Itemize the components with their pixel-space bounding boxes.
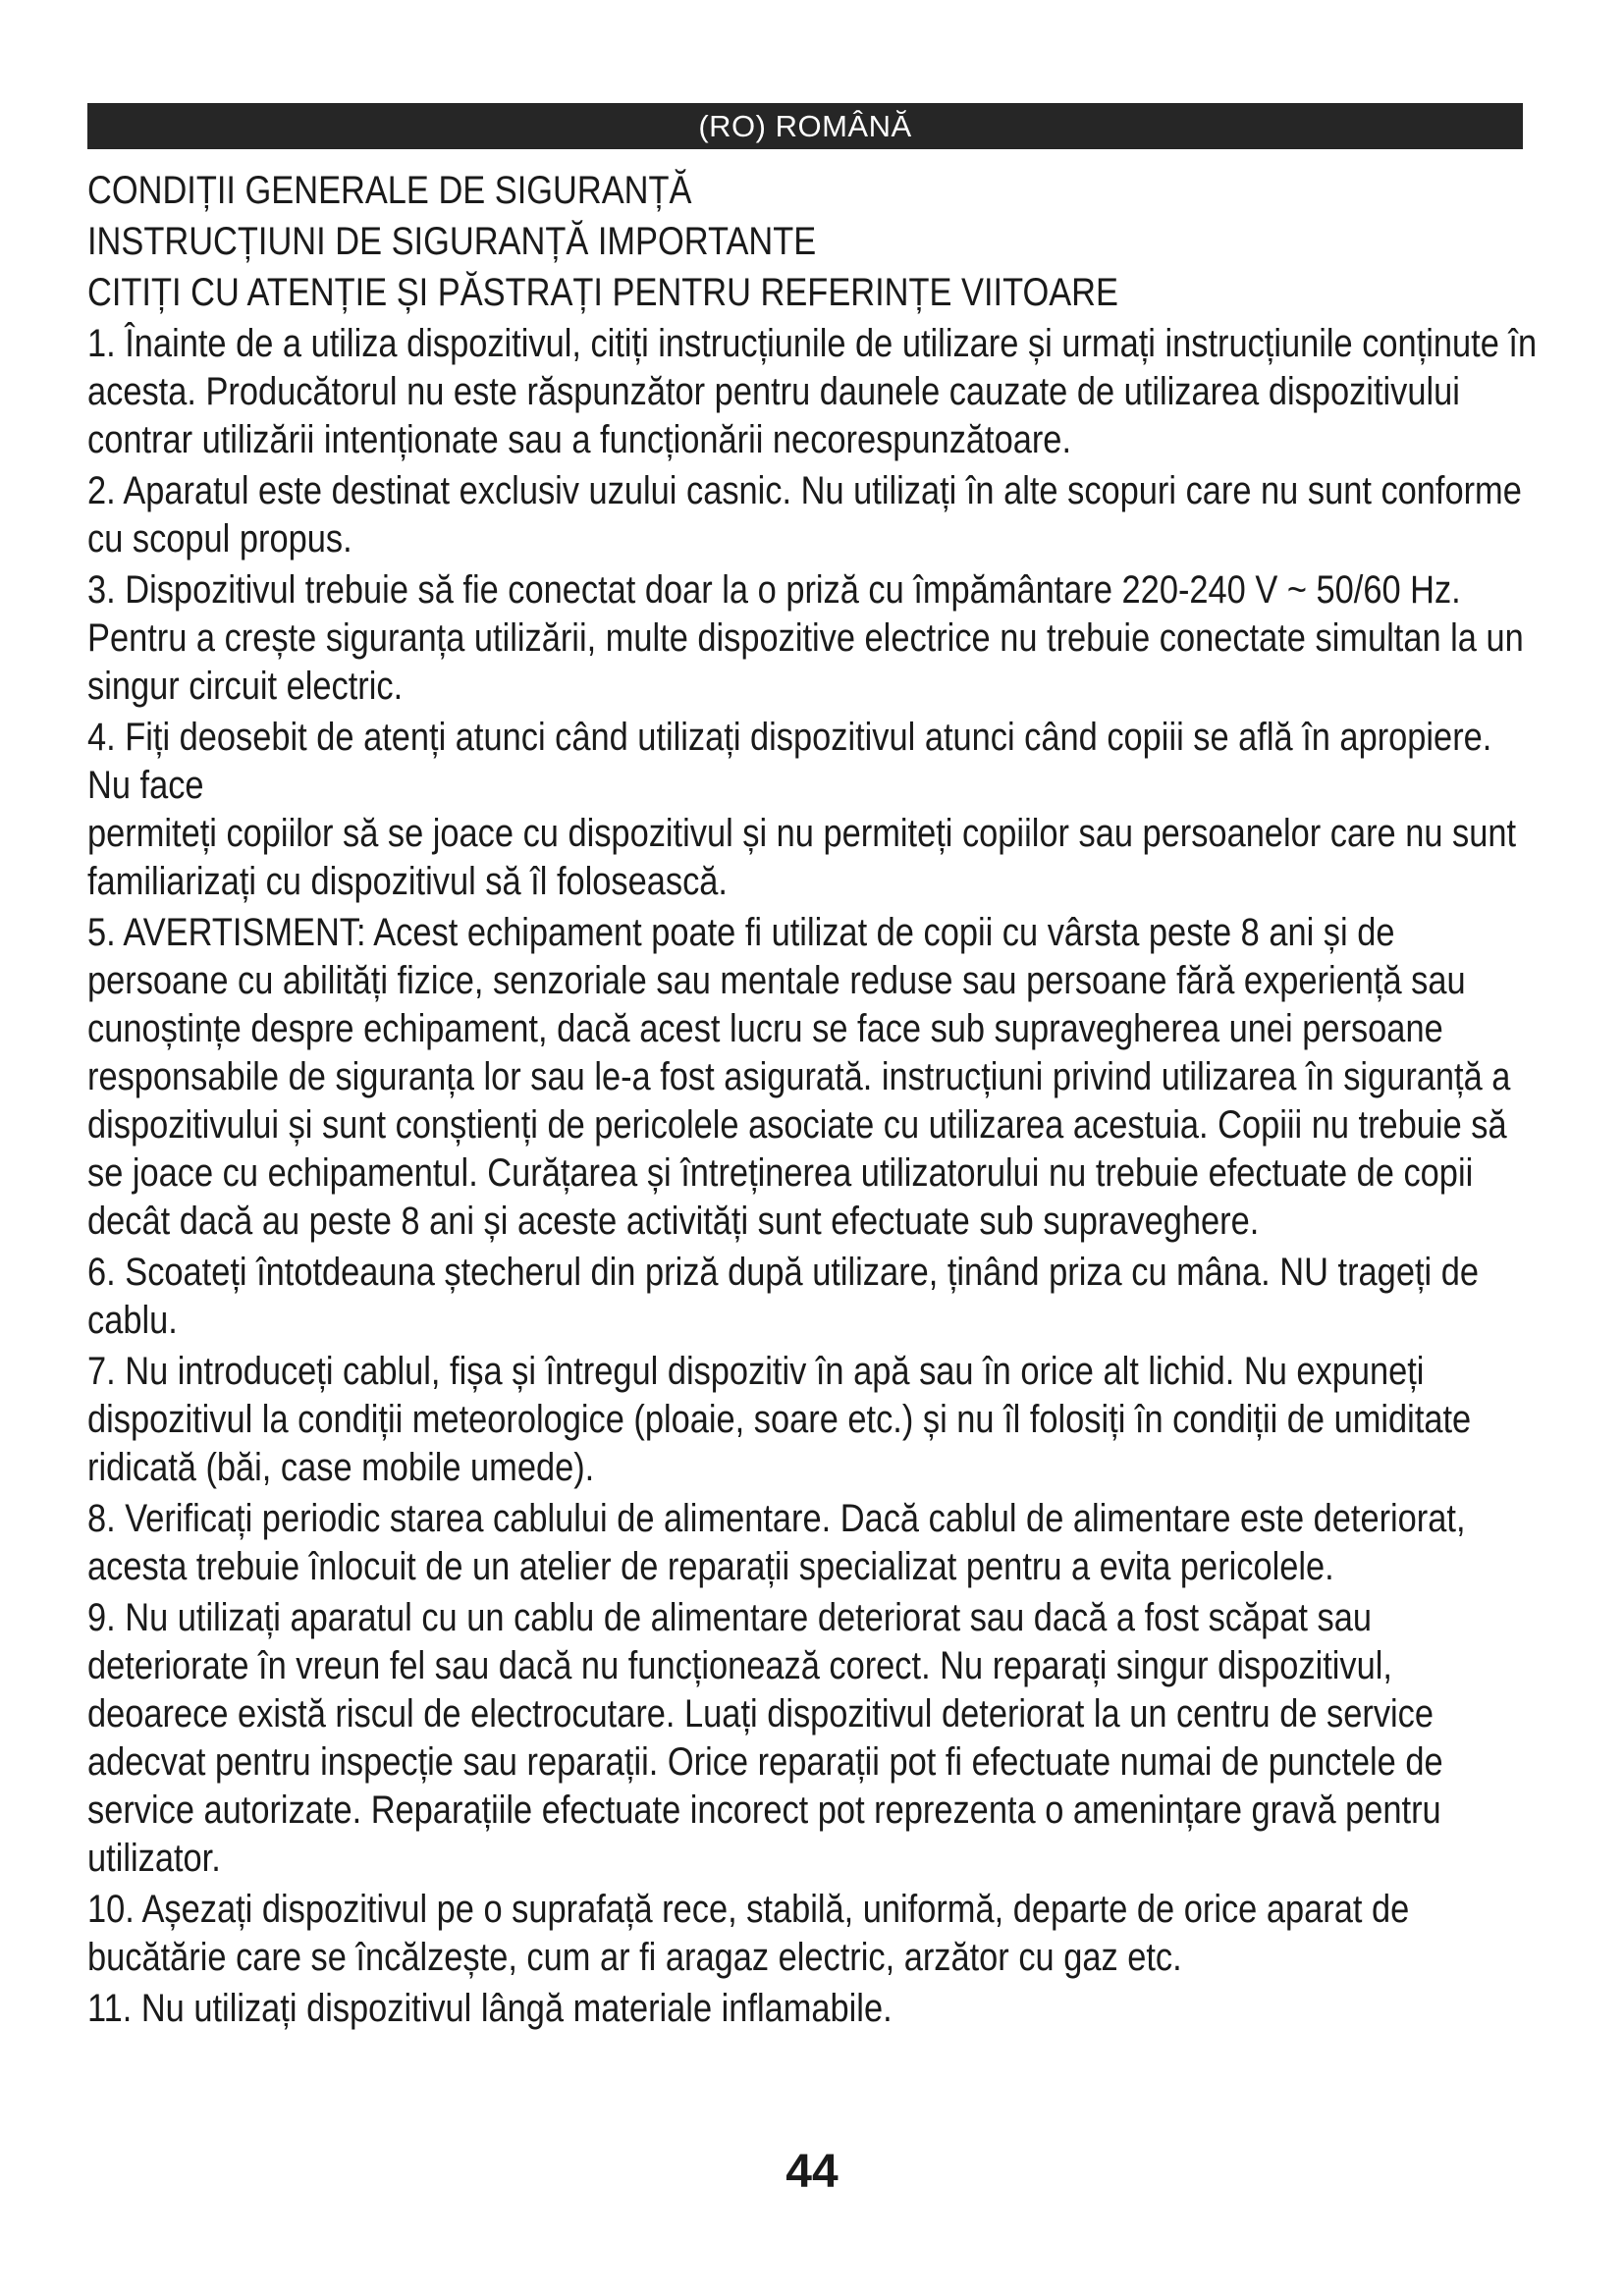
instruction-item-3: 3. Dispozitivul trebuie să fie conectat doar la o priză cu împământare 220-240 V ~ 50/60 Hz. Pentru a crește siguranța utilizării, multe dispozitive electrice nu trebuie conectate simultan la un singur circuit electric. [87, 568, 1524, 708]
page-number: 44 [785, 2146, 839, 2198]
language-header-bar: (RO) ROMÂNĂ [87, 103, 1523, 149]
instruction-item-9: 9. Nu utilizați aparatul cu un cablu de alimentare deteriorat sau dacă a fost scăpat sau deteriorate în vreun fel sau dacă nu funcționează corect. Nu reparați singur dispozitivul, deoarece există riscul de electrocutare. Luați dispozitivul deteriorat la un centru de service adecvat pentru inspecție sau reparații. Orice reparații pot fi efectuate numai de punctele de service autorizate. Reparațiile efectuate incorect pot reprezenta o amenințare gravă pentru utilizator. [87, 1596, 1443, 1880]
instruction-item-4: 4. Fiți deosebit de atenți atunci când utilizați dispozitivul atunci când copiii se află în apropiere. Nu face [87, 716, 1492, 807]
instruction-item-5: 5. AVERTISMENT: Acest echipament poate fi utilizat de copii cu vârsta peste 8 ani și de persoane cu abilități fizice, senzoriale sau mentale reduse sau persoane fără experiență sau cunoștințe despre echipament, dacă acest lucru se face sub supravegherea unei persoane responsabile de siguranța lor sau le-a fost asigurată. instrucțiuni privind utilizarea în siguranță a dispozitivului și sunt conștienți de pericolele asociate cu utilizarea acestuia. Copiii nu trebuie să se joace cu echipamentul. Curățarea și întreținerea utilizatorului nu trebuie efectuate de copii decât dacă au peste 8 ani și aceste activități sunt efectuate sub supraveghere. [87, 911, 1511, 1243]
instruction-list [87, 320, 1540, 2033]
instruction-item-2: 2. Aparatul este destinat exclusiv uzului casnic. Nu utilizați în alte scopuri care nu sunt conforme cu scopul propus. [87, 469, 1522, 561]
section-title: CONDIȚII GENERALE DE SIGURANȚĂ [87, 169, 692, 212]
instruction-item-7: 7. Nu introduceți cablul, fișa și întregul dispozitiv în apă sau în orice alt lichid. Nu expuneți dispozitivul la condiții meteorologice (ploaie, soare etc.) și nu îl folosiți în condiții de umiditate ridicată (băi, case mobile umede). [87, 1350, 1472, 1489]
instruction-item-4-continued: permiteți copiilor să se joace cu dispozitivul și nu permiteți copiilor sau persoanelor care nu sunt familiarizați cu dispozitivul să îl folosească. [87, 812, 1517, 903]
safety-instructions [87, 165, 1541, 2036]
instruction-item-1: 1. Înainte de a utiliza dispozitivul, citiți instrucțiunile de utilizare și urmați instrucțiunile conținute în acesta. Producătorul nu este răspunzător pentru daunele cauzate de utilizarea dispozitivului contrar utilizării intenționate sau a funcționării necorespunzătoare. [87, 322, 1538, 461]
instruction-item-8: 8. Verificați periodic starea cablului de alimentare. Dacă cablul de alimentare este deteriorat, acesta trebuie înlocuit de un atelier de reparații specializat pentru a evita pericolele. [87, 1497, 1466, 1588]
instruction-item-10: 10. Așezați dispozitivul pe o suprafață rece, stabilă, uniformă, departe de orice aparat de bucătărie care se încălzește, cum ar fi aragaz electric, arzător cu gaz etc. [87, 1888, 1410, 1979]
section-subtitle: INSTRUCȚIUNI DE SIGURANȚĂ IMPORTANTE [87, 220, 817, 263]
instruction-item-11: 11. Nu utilizați dispozitivul lângă materiale inflamabile. [87, 1987, 893, 2030]
instruction-item-6: 6. Scoateți întotdeauna ștecherul din priză după utilizare, ținând priza cu mâna. NU trageți de cablu. [87, 1251, 1479, 1342]
section-notice: CITIȚI CU ATENȚIE ȘI PĂSTRAȚI PENTRU REFERINȚE VIITOARE [87, 271, 1118, 314]
